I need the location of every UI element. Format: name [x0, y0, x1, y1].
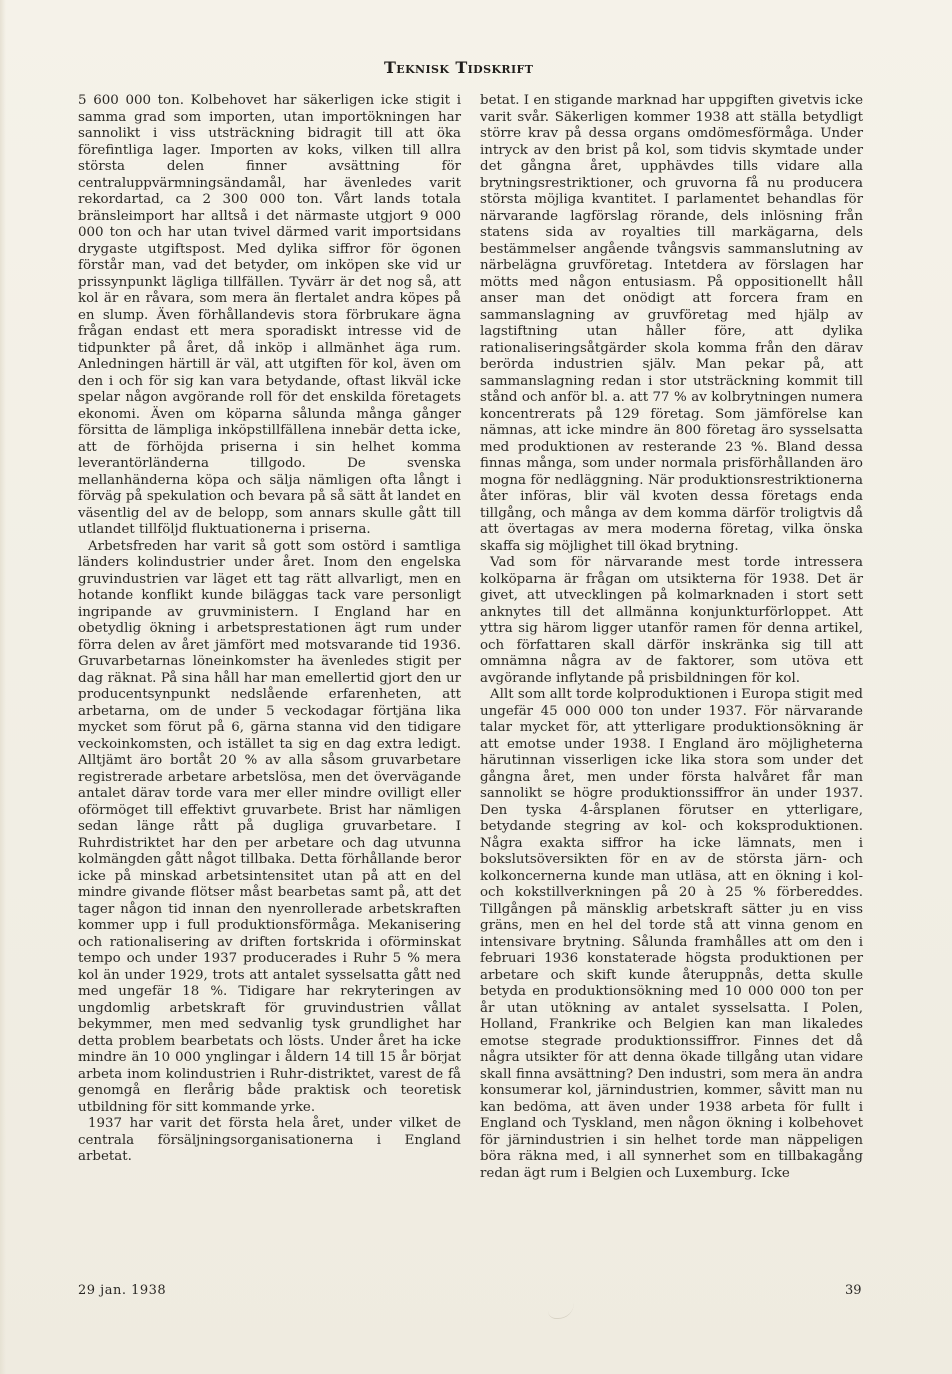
right-column: [480, 93, 863, 1182]
left-paragraph-3: 1937 har varit det första hela året, under vilket de centrala försäljningsorganisationerna i England arbetat.: [78, 1116, 461, 1164]
paper-mark: [548, 1300, 574, 1319]
right-paragraph-2: Vad som för närvarande mest torde intressera kolköparna är frågan om utsikterna för 1938. Det är givet, att utvecklingen på kolmarknaden i stort sett anknytes till det allmänna konjunkturförloppet. Att yttra sig härom ligger utanför ramen för denna artikel, och författaren skall därför inskränka sig till att omnämna några av de faktorer, som utöva ett avgörande inflytande på prisbildningen för kol.: [480, 555, 863, 686]
journal-title: Teknisk Tidskrift: [384, 58, 534, 77]
right-paragraph-3: Allt som allt torde kolproduktionen i Europa stigit med ungefär 45 000 000 ton under 1937. För närvarande talar mycket för, att ytterligare produktionsökning är att emotse under 1938. I England äro möjligheterna härutinnan visserligen icke lika stora som under det gångna året, men under första halvåret får man sannolikt se högre produktionssiffror än under 1937. Den tyska 4-årsplanen förutser en ytterligare, betydande stegring av kol- och koksproduktionen. Några exakta siffror ha icke lämnats, men i bokslutsöversikten för en av de största järn- och kolkoncernerna kunde man utläsa, att en ökning i kol- och kokstillverkningen på 20 à 25 % förbereddes. Tillgången på mänsklig arbetskraft sätter ju en viss gräns, men en hel del torde stå att vinna genom en intensivare brytning. Sålunda framhålles att om den i februari 1936 konstaterade högsta produktionen per arbetare och skift kunde återuppnås, detta skulle betyda en produktionsökning med 10 000 000 ton per år utan utökning av antalet sysselsatta. I Polen, Holland, Frankrike och Belgien kan man likaledes emotse stegrade produktionssiffror. Finnes det då några utsikter för att denna ökade tillgång utan vidare skall finna avsättning? Den industri, som mera än andra konsumerar kol, järnindustrien, kommer, såvitt man nu kan bedöma, att även under 1938 arbeta för fullt i England och Tyskland, men någon ökning i kolbehovet för järnindustrien i sin helhet torde man näppeligen böra räkna med, i all synnerhet som en tillbakagång redan ägt rum i Belgien och Luxemburg. Icke: [480, 687, 863, 1181]
page-number: 39: [845, 1283, 862, 1298]
left-column: [78, 93, 461, 1166]
left-paragraph-2: Arbetsfreden har varit så gott som ostörd i samtliga länders kolindustrier under året. Inom den engelska gruvindustrien var läget ett tag rätt allvarligt, men en hotande konflikt kunde biläggas tack vare personligt ingripande av gruvministern. I England har en obetydlig ökning i arbetsprestationen ägt rum under förra delen av året jämfört med motsvarande tid 1936. Gruvarbetarnas löneinkomster ha ävenledes stigit per dag räknat. På sina håll har man emellertid gjort den ur producentsynpunkt nedslående erfarenheten, att arbetarna, om de under 5 veckodagar förtjäna lika mycket som förut på 6, gärna stanna vid den tidigare veckoinkomsten, och istället ta sig en dag extra ledigt. Alltjämt äro bortåt 20 % av alla såsom gruvarbetare registrerade arbetare arbetslösa, men det övervägande antalet därav torde vara mer eller mindre ovilligt eller oförmöget till effektivt gruvarbete. Brist har nämligen sedan länge rått på dugliga gruvarbetare. I Ruhrdistriktet har den per arbetare och dag utvunna kolmängden gått något tillbaka. Detta förhållande beror icke på minskad arbetsintensitet utan på att en del mindre givande flötser måst bearbetas samt på, att det tager någon tid innan den nyenrollerade arbetskraften kommer upp i full produktionsförmåga. Mekanisering och rationalisering av driften fortskrida i oförminskat tempo och under 1937 producerades i Ruhr 5 % mera kol än under 1929, trots att antalet sysselsatta gått ned med ungefär 18 %. Tidigare har rekryteringen av ungdomlig arbetskraft för gruvindustrien vållat bekymmer, men med sedvanlig tysk grundlighet har detta problem bearbetats och lösts. Under året ha icke mindre än 10 000 ynglingar i åldern 14 till 15 år börjat arbeta inom kolindustrien i Ruhr-distriktet, varest de få genomgå en flerårig både praktisk och teoretisk utbildning för sitt kommande yrke.: [78, 538, 461, 1115]
page-edge-shadow: [0, 0, 6, 1374]
right-paragraph-1: betat. I en stigande marknad har uppgiften givetvis icke varit svår. Säkerligen kommer 1938 att ställa betydligt större krav på dessa organs omdömesförmåga. Under intryck av den brist på kol, som tidvis skymtade under det gångna året, upphävdes tills vidare alla brytningsrestriktioner, och gruvorna få nu producera största möjliga kvantitet. I parlamentet behandlas för närvarande lagförslag rörande, dels inlösning från statens sida av royalties till markägarna, dels bestämmelser angående tvångsvis sammanslutning av närbelägna gruvföretag. Intetdera av förslagen har mötts med någon entusiasm. På oppositionellt håll anser man det onödigt att forcera fram en sammanslagning av gruvföretag med hjälp av lagstiftning utan håller före, att dylika rationaliseringsåtgärder skola komma från den därav berörda industrien själv. Man pekar på, att sammanslagning redan i stor utsträckning kommit till stånd och anför bl. a. att 77 % av kolbrytningen numera koncentrerats på 129 företag. Som jämförelse kan nämnas, att icke mindre än 800 företag äro sysselsatta med produktionen av resterande 23 %. Bland dessa finnas många, som under normala prisförhållanden äro mogna för nedläggning. När produktionsrestriktionerna åter införas, blir väl kvoten dessa företags enda tillgång, och många av dem komma därför troligtvis då att övertagas av mera moderna företag, vilka önska skaffa sig möjlighet till ökad brytning.: [480, 93, 863, 554]
issue-date: 29 jan. 1938: [78, 1283, 167, 1298]
left-paragraph-1: 5 600 000 ton. Kolbehovet har säkerligen icke stigit i samma grad som importen, utan importökningen har sannolikt i viss utsträckning bidragit till att öka förefintliga lager. Importen av koks, vilken till allra största delen finner avsättning för centraluppvärmningsändamål, har ävenledes varit rekordartad, ca 2 300 000 ton. Vårt lands totala bränsleimport har alltså i det närmaste utgjort 9 000 000 ton och har utan tvivel därmed varit importsidans drygaste utgiftspost. Med dylika siffror för ögonen förstår man, vad det betyder, om inköpen ske vid ur prissynpunkt lägliga tillfällen. Tyvärr är det nog så, att kol är en råvara, som mera än flertalet andra köpes på en slump. Även förhållandevis stora förbrukare ägna frågan endast ett mera sporadiskt intresse vid de tidpunkter på året, då inköp i allmänhet äga rum. Anledningen härtill är väl, att utgiften för kol, även om den i och för sig kan vara betydande, oftast likväl icke spelar någon avgörande roll för det enskilda företagets ekonomi. Även om köparna sålunda många gånger försitta de lämpliga inköpstillfällena innebär detta icke, att de förhöjda priserna i sin helhet komma leverantörländerna tillgodo. De svenska mellanhänderna köpa och sälja nämligen ofta långt i förväg på spekulation och bevara på så sätt åt landet en väsentlig del av de belopp, som annars skulle gått till utlandet tillföljd fluktuationerna i priserna.: [78, 93, 461, 537]
